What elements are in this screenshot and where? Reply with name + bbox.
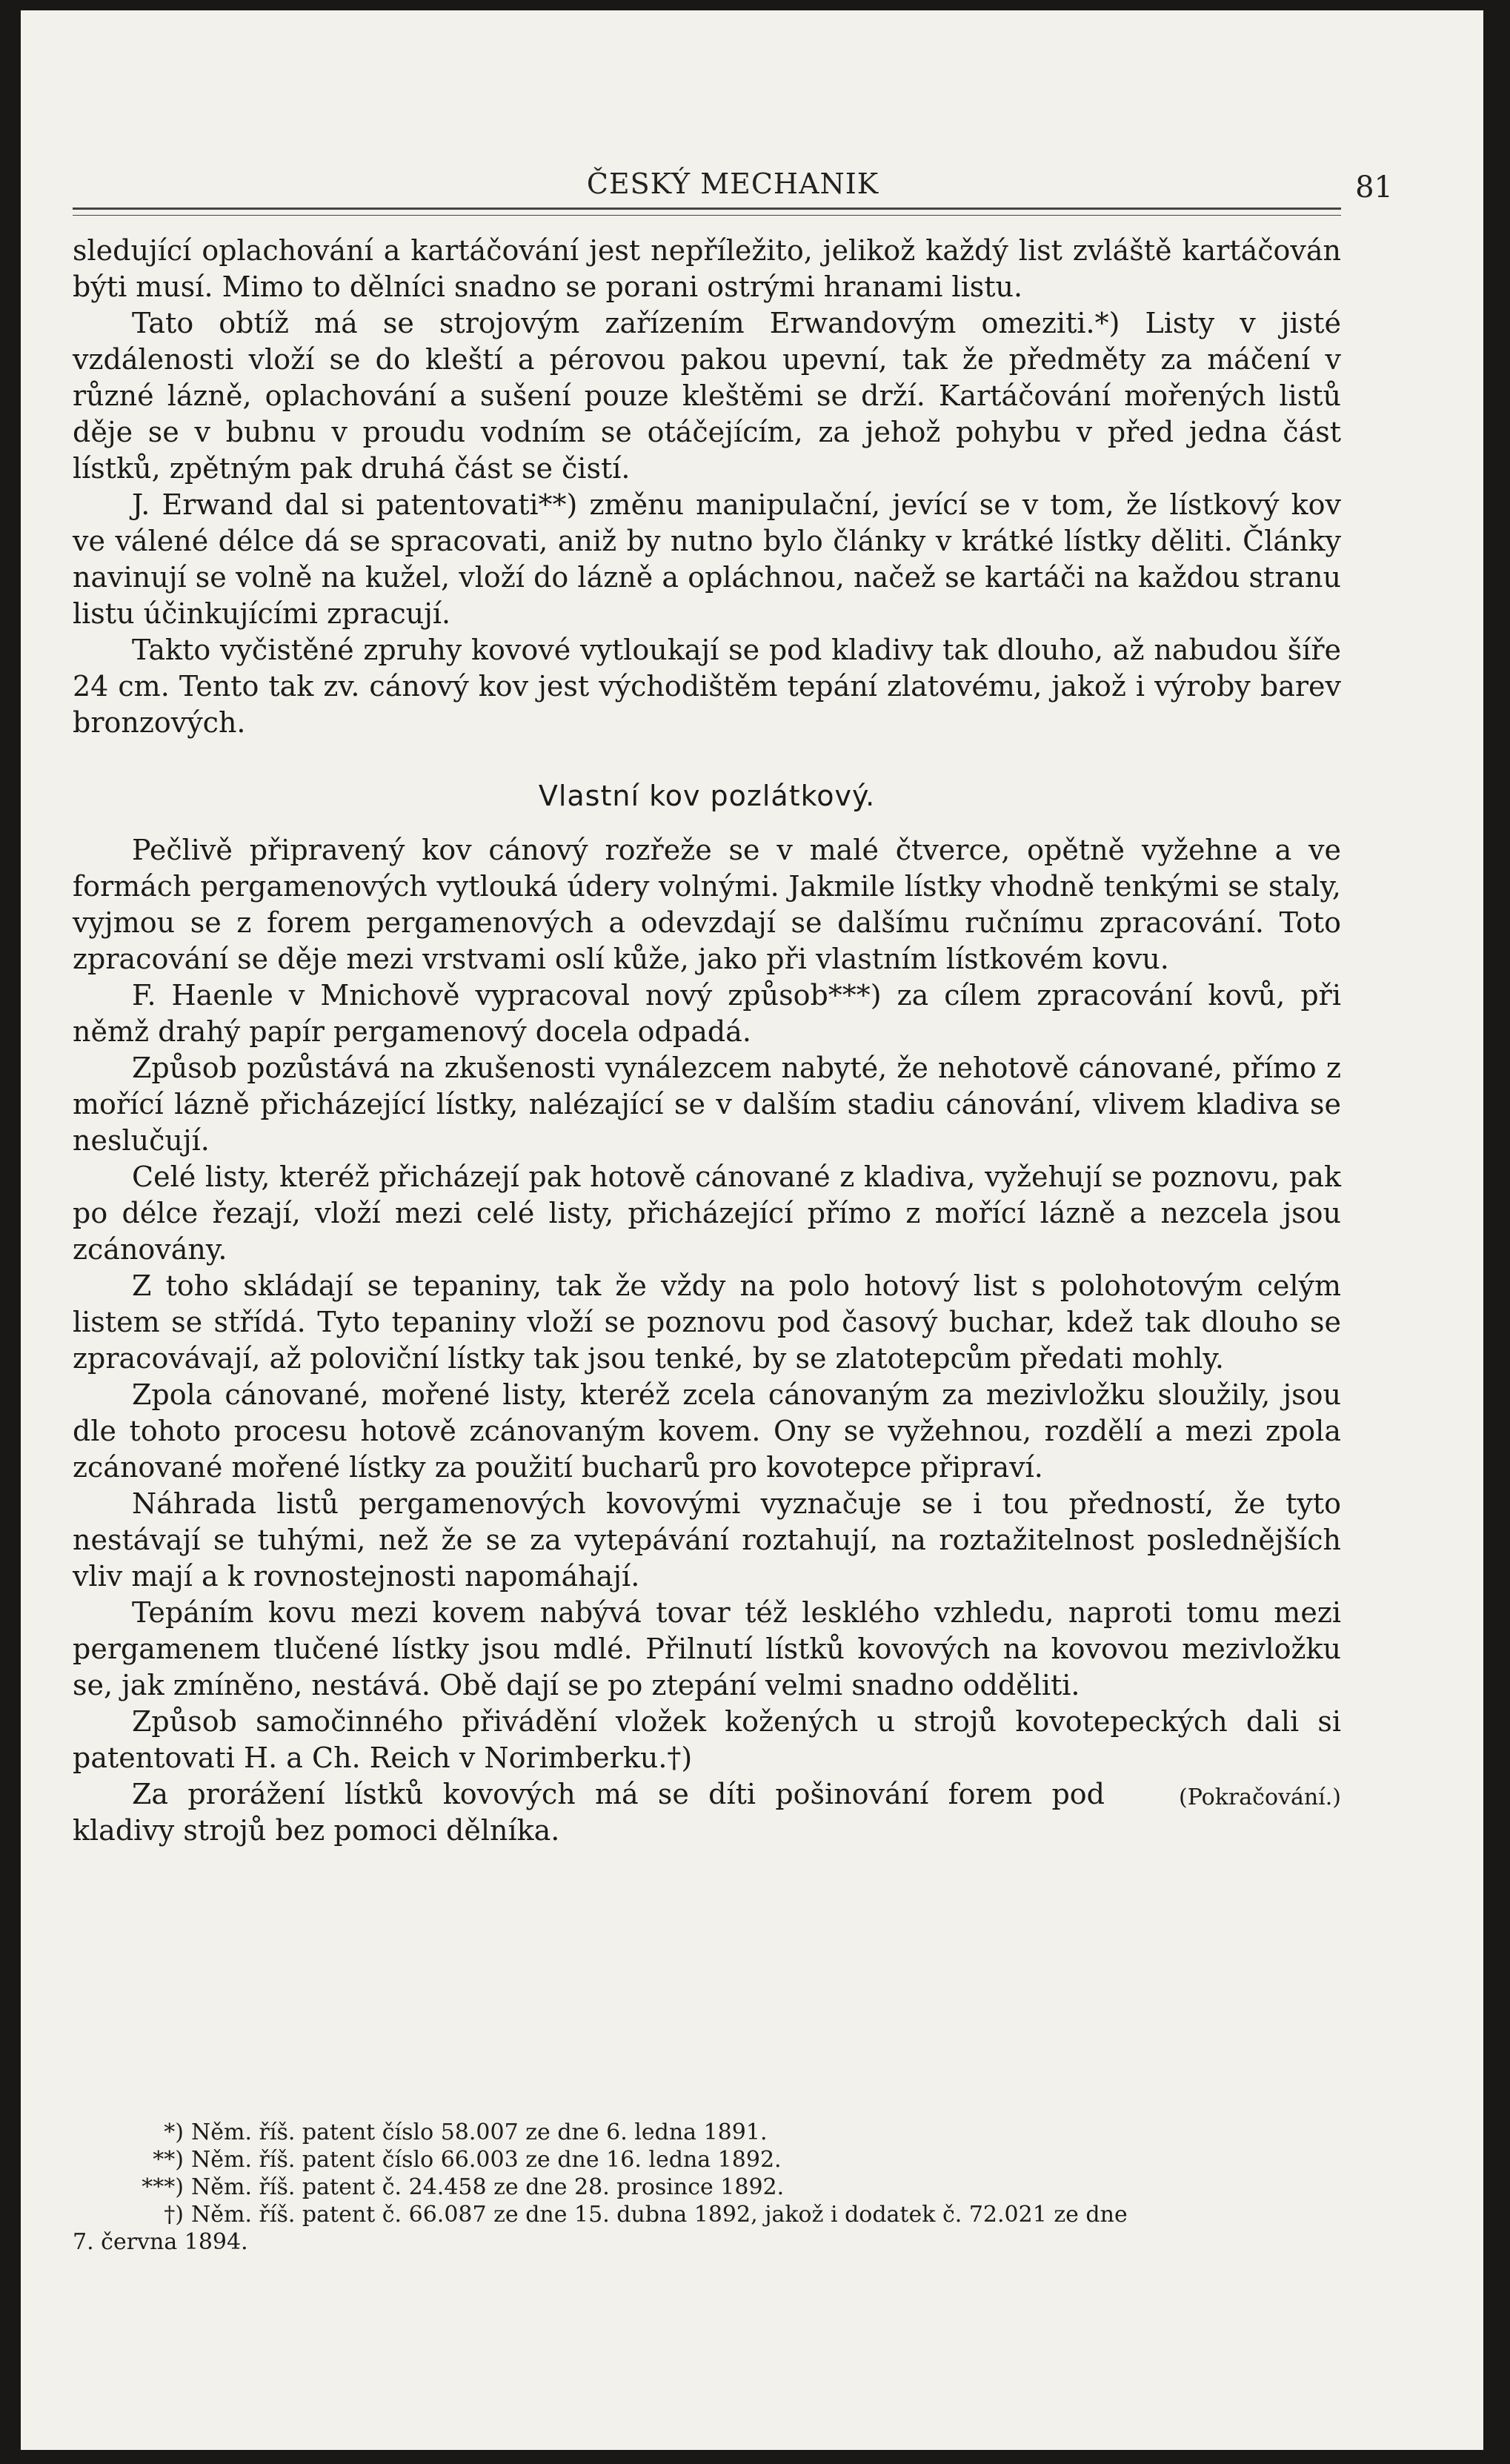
page-number: 81	[1355, 170, 1393, 205]
running-title: ČESKÝ MECHANIK	[586, 167, 879, 200]
footnote-text: Něm. říš. patent č. 24.458 ze dne 28. prosince 1892.	[191, 2174, 785, 2200]
paragraph: Celé listy, kteréž přicházejí pak hotově cánované z kladiva, vyžehují se poznovu, pak po délce řezají, vloží mezi celé listy, přicházející přímo z mořící lázně a nezcela jsou zcánovány.	[73, 1160, 1341, 1266]
paragraph: Tepáním kovu mezi kovem nabývá tovar též lesklého vzhledu, naproti tomu mezi pergamenem tlučené lístky jsou mdlé. Přilnutí lístků kovových na kovovou mezivložku se, jak zmíněno, nestává. Obě dají se po ztepání velmi snadno odděliti.	[73, 1596, 1341, 1701]
paragraph: Takto vyčistěné zpruhy kovové vytloukají se pod kladivy tak dlouho, až nabudou šíře 24 cm. Tento tak zv. cánový kov jest východištěm tepání zlatovému, jakož i výroby barev bronzových.	[73, 634, 1341, 739]
footnote	[73, 2201, 1341, 2228]
paragraph-text: Za prorážení lístků kovových má se díti pošinování forem pod kladivy strojů bez pomoci dělníka.	[73, 1778, 1105, 1847]
paragraph: F. Haenle v Mnichově vypracoval nový způsob***) za cílem zpracování kovů, při němž drahý papír pergamenový docela odpadá.	[73, 979, 1341, 1048]
paragraph: Způsob pozůstává na zkušenosti vynálezcem nabyté, že nehotově cánované, přímo z mořící lázně přicházející lístky, nalézající se v dalším stadiu cánování, vlivem kladiva se neslučují.	[73, 1052, 1341, 1157]
paragraph: Zpola cánované, mořené listy, kteréž zcela cánovaným za mezivložku sloužily, jsou dle tohoto procesu hotově zcánovaným kovem. Ony se vyžehnou, rozdělí a mezi zpola zcánované mořené lístky za použití bucharů pro kovotepce připraví.	[73, 1378, 1341, 1484]
footnote	[73, 2119, 1341, 2146]
paragraph: Způsob samočinného přivádění vložek kožených u strojů kovotepeckých dali si patentovati H. a Ch. Reich v Norimberku.†)	[73, 1705, 1341, 1774]
body-text	[73, 233, 1341, 1849]
footnote-mark: *)	[164, 2119, 184, 2145]
footnotes	[73, 2119, 1341, 2256]
footnote	[73, 2146, 1341, 2174]
paragraph: Náhrada listů pergamenových kovovými vyznačuje se i tou předností, že tyto nestávají se tuhými, než že se za vytepávání roztahují, na roztažitelnost poslednějších vliv mají a k rovnostejnosti napomáhají.	[73, 1487, 1341, 1593]
footnote-text: Něm. říš. patent číslo 66.003 ze dne 16. ledna 1892.	[191, 2147, 782, 2173]
header-rule	[73, 207, 1341, 210]
paragraph: sledující oplachování a kartáčování jest nepříležito, jelikož každý list zvláště kartáčován býti musí. Mimo to dělníci snadno se porani ostrými hranami listu.	[73, 234, 1341, 303]
footnote	[73, 2174, 1341, 2201]
paragraph: Pečlivě připravený kov cánový rozřeže se v malé čtverce, opětně vyžehne a ve formách pergamenových vytlouká údery volnými. Jakmile lístky vhodně tenkými se staly, vyjmou se z forem pergamenových a odevzdají se dalšímu ručnímu zpracování. Toto zpracování se děje mezi vrstvami oslí kůže, jako při vlastním lístkovém kovu.	[73, 834, 1341, 975]
footnote-mark: †)	[164, 2202, 184, 2228]
continuation-note: (Pokračování.)	[1179, 1784, 1341, 1810]
paragraph: Z toho skládají se tepaniny, tak že vždy na polo hotový list s polohotovým celým listem se střídá. Tyto tepaniny vloží se poznovu pod časový buchar, kdež tak dlouho se zpracovávají, až poloviční lístky tak jsou tenké, by se zlatotepcům předati mohly.	[73, 1269, 1341, 1375]
footnote-mark: **)	[153, 2147, 184, 2173]
section-heading: Vlastní kov pozlátkový.	[538, 780, 876, 812]
paragraph: J. Erwand dal si patentovati**) změnu manipulační, jevící se v tom, že lístkový kov ve válené délce dá se spracovati, aniž by nutno bylo články v krátké lístky děliti. Články navinují se volně na kužel, vloží do lázně a opláchnou, načež se kartáči na každou stranu listu účinkujícími zpracují.	[73, 488, 1341, 630]
footnote-continuation: 7. června 1894.	[73, 2229, 248, 2255]
footnote-text: Něm. říš. patent č. 66.087 ze dne 15. dubna 1892, jakož i dodatek č. 72.021 ze dne	[191, 2202, 1128, 2228]
header-rule-thin	[73, 215, 1341, 216]
paragraph	[73, 1776, 1341, 1849]
footnote-text: Něm. říš. patent číslo 58.007 ze dne 6. ledna 1891.	[191, 2119, 768, 2145]
footnote-mark: ***)	[142, 2174, 184, 2200]
paragraph: Tato obtíž má se strojovým zařízením Erwandovým omeziti.*) Listy v jisté vzdálenosti vloží se do kleští a pérovou pakou upevní, tak že předměty za máčení v různé lázně, oplachování a sušení pouze kleštěmi se drží. Kartáčování mořených listů děje se v bubnu v proudu vodním se otáčejícím, za jehož pohybu v před jedna část lístků, zpětným pak druhá část se čistí.	[73, 307, 1341, 485]
document-page	[21, 10, 1483, 2450]
